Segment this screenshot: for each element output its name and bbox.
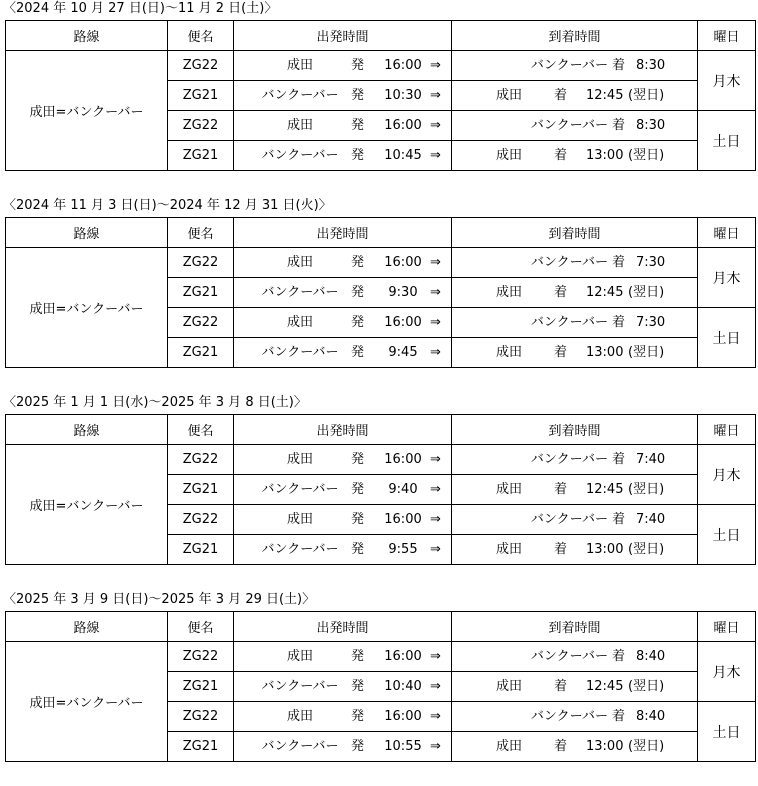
arrival-mark: 着 [554,148,568,163]
arrival-cell [452,702,698,732]
departure-cell [234,51,452,81]
arrival-city: バンクーバー [530,452,608,467]
departure-time: 16:00 [384,452,422,467]
arrival-time: 12:45 [586,285,624,300]
route-cell: 成田=バンクーバー [6,248,168,368]
arrival-city: 成田 [495,739,522,754]
flight-number: ZG21 [168,141,234,171]
period-heading: 〈2025 年 1 月 1 日(水)〜2025 年 3 月 8 日(土)〉 [3,395,307,410]
operating-days: 土日 [698,702,756,762]
header-departure: 出発時間 [234,21,452,51]
operating-days: 土日 [698,111,756,171]
arrival-time: 13:00 [586,542,624,557]
departure-mark: 発 [351,255,365,270]
departure-mark: 発 [351,452,365,467]
arrival-mark: 着 [612,58,626,73]
departure-time: 16:00 [384,649,422,664]
arrival-mark: 着 [612,452,626,467]
departure-cell [234,445,452,475]
header-departure: 出発時間 [234,415,452,445]
arrival-cell [452,672,698,702]
schedule-section [0,197,758,392]
departure-city: バンクーバー [261,542,339,557]
departure-time: 16:00 [384,709,422,724]
arrival-cell [452,111,698,141]
flight-number: ZG21 [168,278,234,308]
departure-city: バンクーバー [261,345,339,360]
departure-city: バンクーバー [261,482,339,497]
schedule-section [0,591,758,786]
departure-cell [234,732,452,762]
arrival-mark: 着 [554,679,568,694]
operating-days: 月木 [698,248,756,308]
arrow-icon: ⇒ [430,452,441,467]
departure-mark: 発 [351,739,365,754]
flight-number: ZG22 [168,642,234,672]
departure-city: 成田 [286,315,313,330]
arrival-time: 12:45 [586,88,624,103]
arrival-cell [452,445,698,475]
next-day-note: (翌日) [628,542,665,557]
arrival-mark: 着 [612,709,626,724]
route-cell: 成田=バンクーバー [6,445,168,565]
flight-number: ZG22 [168,445,234,475]
arrival-time: 13:00 [586,148,624,163]
arrival-mark: 着 [554,482,568,497]
header-flight: 便名 [168,415,234,445]
departure-time: 10:45 [384,148,422,163]
arrival-cell [452,505,698,535]
arrival-time: 8:40 [636,709,666,724]
arrival-cell [452,732,698,762]
operating-days: 月木 [698,51,756,111]
departure-city: 成田 [286,255,313,270]
route-cell: 成田=バンクーバー [6,51,168,171]
schedule-table [5,217,756,368]
schedule-section [0,0,758,195]
arrival-city: バンクーバー [530,649,608,664]
flight-number: ZG21 [168,535,234,565]
header-flight: 便名 [168,218,234,248]
arrival-cell [452,338,698,368]
departure-mark: 発 [351,315,365,330]
arrival-time: 7:30 [636,255,666,270]
departure-city: 成田 [286,118,313,133]
arrival-time: 8:30 [636,58,666,73]
arrival-city: 成田 [495,679,522,694]
flight-number: ZG22 [168,505,234,535]
departure-time: 16:00 [384,58,422,73]
arrival-cell [452,81,698,111]
next-day-note: (翌日) [628,285,665,300]
next-day-note: (翌日) [628,148,665,163]
header-flight: 便名 [168,612,234,642]
next-day-note: (翌日) [628,739,665,754]
arrival-time: 12:45 [586,679,624,694]
arrival-mark: 着 [612,315,626,330]
schedule-section [0,394,758,589]
arrow-icon: ⇒ [430,649,441,664]
header-route: 路線 [6,21,168,51]
arrival-city: 成田 [495,148,522,163]
departure-time: 9:40 [388,482,418,497]
departure-time: 10:55 [384,739,422,754]
departure-time: 16:00 [384,512,422,527]
header-flight: 便名 [168,21,234,51]
departure-cell [234,81,452,111]
operating-days: 土日 [698,308,756,368]
departure-city: 成田 [286,58,313,73]
departure-cell [234,338,452,368]
departure-mark: 発 [351,649,365,664]
arrow-icon: ⇒ [430,512,441,527]
arrival-mark: 着 [612,512,626,527]
flight-number: ZG22 [168,308,234,338]
departure-city: バンクーバー [261,285,339,300]
arrival-time: 7:30 [636,315,666,330]
arrival-cell [452,475,698,505]
arrival-cell [452,51,698,81]
arrival-time: 7:40 [636,512,666,527]
arrival-cell [452,308,698,338]
operating-days: 土日 [698,505,756,565]
next-day-note: (翌日) [628,88,665,103]
next-day-note: (翌日) [628,679,665,694]
arrow-icon: ⇒ [430,709,441,724]
departure-cell [234,278,452,308]
arrow-icon: ⇒ [430,542,441,557]
flight-number: ZG21 [168,732,234,762]
departure-cell [234,535,452,565]
departure-city: 成田 [286,512,313,527]
arrival-city: バンクーバー [530,709,608,724]
arrival-mark: 着 [554,739,568,754]
header-days: 曜日 [698,612,756,642]
header-arrival: 到着時間 [452,415,698,445]
departure-mark: 発 [351,512,365,527]
departure-city: バンクーバー [261,148,339,163]
departure-mark: 発 [351,88,365,103]
departure-cell [234,141,452,171]
departure-city: バンクーバー [261,88,339,103]
header-row [6,415,756,445]
header-days: 曜日 [698,218,756,248]
arrival-city: 成田 [495,345,522,360]
arrival-city: バンクーバー [530,118,608,133]
header-departure: 出発時間 [234,218,452,248]
arrival-cell [452,248,698,278]
header-route: 路線 [6,218,168,248]
arrow-icon: ⇒ [430,118,441,133]
arrow-icon: ⇒ [430,482,441,497]
arrow-icon: ⇒ [430,58,441,73]
table-row [6,445,756,475]
arrival-time: 8:40 [636,649,666,664]
header-row [6,21,756,51]
flight-number: ZG21 [168,672,234,702]
header-departure: 出発時間 [234,612,452,642]
header-arrival: 到着時間 [452,218,698,248]
departure-time: 16:00 [384,118,422,133]
departure-time: 16:00 [384,255,422,270]
arrival-mark: 着 [612,118,626,133]
header-row [6,612,756,642]
arrow-icon: ⇒ [430,345,441,360]
flight-number: ZG21 [168,81,234,111]
departure-time: 16:00 [384,315,422,330]
arrival-city: バンクーバー [530,315,608,330]
departure-mark: 発 [351,709,365,724]
departure-mark: 発 [351,542,365,557]
operating-days: 月木 [698,445,756,505]
arrow-icon: ⇒ [430,88,441,103]
departure-time: 10:30 [384,88,422,103]
arrival-cell [452,535,698,565]
arrival-cell [452,642,698,672]
arrow-icon: ⇒ [430,148,441,163]
departure-mark: 発 [351,345,365,360]
departure-time: 9:55 [388,542,418,557]
route-cell: 成田=バンクーバー [6,642,168,762]
arrival-cell [452,141,698,171]
arrow-icon: ⇒ [430,255,441,270]
arrival-mark: 着 [554,542,568,557]
departure-cell [234,642,452,672]
arrival-mark: 着 [554,88,568,103]
departure-cell [234,111,452,141]
departure-city: バンクーバー [261,679,339,694]
period-heading: 〈2024 年 11 月 3 日(日)〜2024 年 12 月 31 日(火)〉 [3,198,332,213]
arrival-city: バンクーバー [530,58,608,73]
header-route: 路線 [6,415,168,445]
arrival-time: 13:00 [586,739,624,754]
departure-mark: 発 [351,118,365,133]
departure-mark: 発 [351,285,365,300]
arrival-mark: 着 [612,255,626,270]
header-days: 曜日 [698,415,756,445]
arrow-icon: ⇒ [430,739,441,754]
header-days: 曜日 [698,21,756,51]
header-route: 路線 [6,612,168,642]
arrival-time: 8:30 [636,118,666,133]
departure-cell [234,475,452,505]
departure-cell [234,672,452,702]
departure-time: 10:40 [384,679,422,694]
flight-number: ZG22 [168,51,234,81]
table-row [6,642,756,672]
flight-number: ZG22 [168,248,234,278]
period-heading: 〈2024 年 10 月 27 日(日)〜11 月 2 日(土)〉 [3,1,278,16]
header-arrival: 到着時間 [452,21,698,51]
departure-cell [234,248,452,278]
header-row [6,218,756,248]
arrival-mark: 着 [612,649,626,664]
operating-days: 月木 [698,642,756,702]
arrival-city: 成田 [495,542,522,557]
table-row [6,51,756,81]
arrival-time: 13:00 [586,345,624,360]
header-arrival: 到着時間 [452,612,698,642]
flight-number: ZG21 [168,475,234,505]
table-row [6,248,756,278]
arrow-icon: ⇒ [430,315,441,330]
departure-mark: 発 [351,679,365,694]
departure-time: 9:30 [388,285,418,300]
schedule-table [5,414,756,565]
flight-number: ZG21 [168,338,234,368]
departure-cell [234,702,452,732]
arrival-city: バンクーバー [530,255,608,270]
departure-mark: 発 [351,58,365,73]
next-day-note: (翌日) [628,482,665,497]
flight-number: ZG22 [168,111,234,141]
period-heading: 〈2025 年 3 月 9 日(日)〜2025 年 3 月 29 日(土)〉 [3,592,316,607]
departure-cell [234,308,452,338]
arrival-city: 成田 [495,482,522,497]
flight-number: ZG22 [168,702,234,732]
departure-mark: 発 [351,148,365,163]
departure-city: 成田 [286,452,313,467]
departure-time: 9:45 [388,345,418,360]
arrival-mark: 着 [554,285,568,300]
arrival-city: バンクーバー [530,512,608,527]
departure-mark: 発 [351,482,365,497]
arrival-city: 成田 [495,88,522,103]
arrival-time: 7:40 [636,452,666,467]
schedule-table [5,20,756,171]
arrival-time: 12:45 [586,482,624,497]
arrival-cell [452,278,698,308]
next-day-note: (翌日) [628,345,665,360]
arrival-mark: 着 [554,345,568,360]
arrival-city: 成田 [495,285,522,300]
arrow-icon: ⇒ [430,285,441,300]
schedule-table [5,611,756,762]
departure-city: 成田 [286,709,313,724]
departure-city: バンクーバー [261,739,339,754]
departure-cell [234,505,452,535]
arrow-icon: ⇒ [430,679,441,694]
departure-city: 成田 [286,649,313,664]
